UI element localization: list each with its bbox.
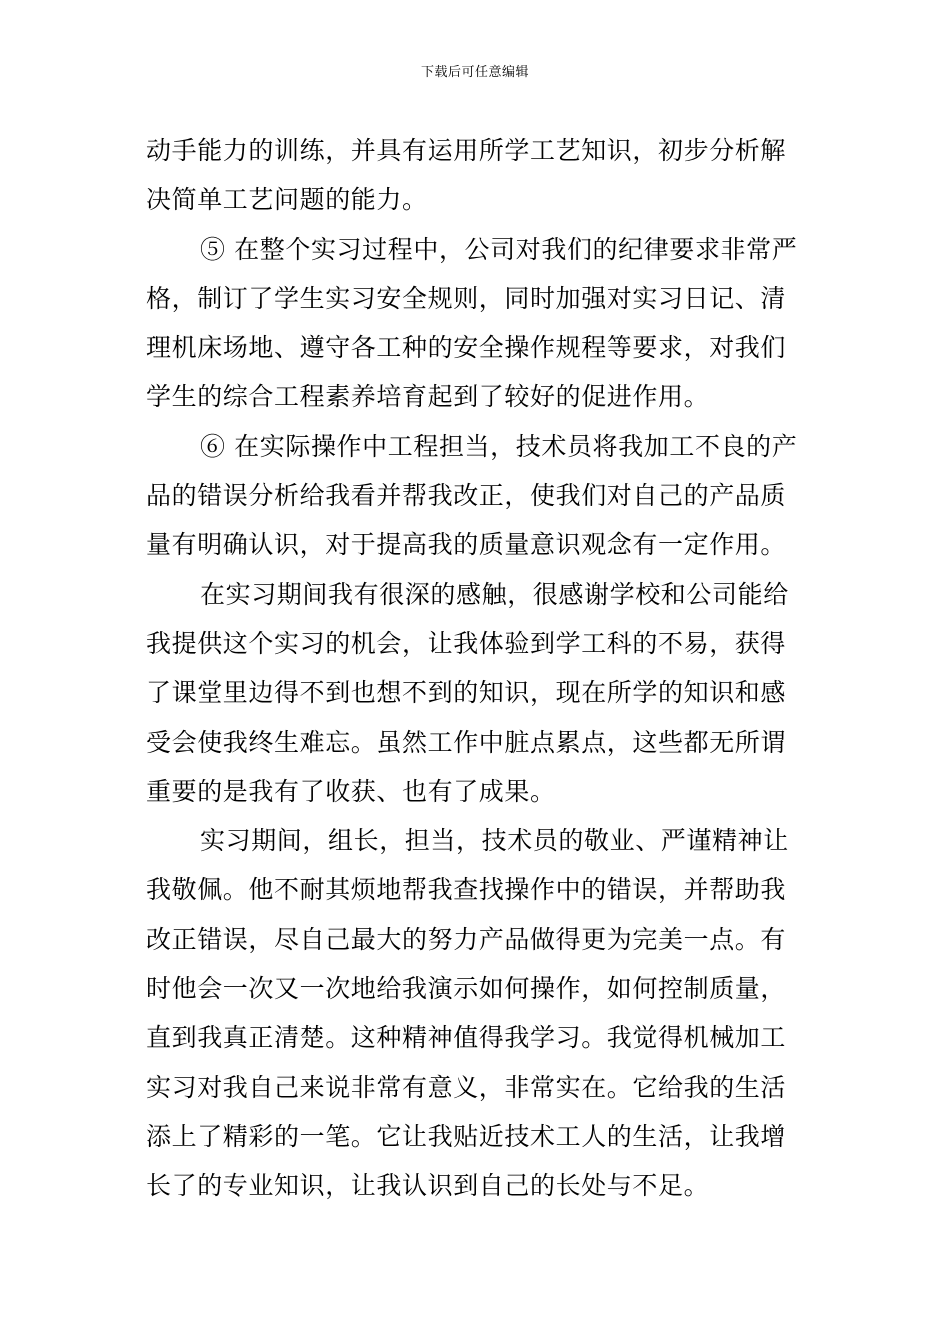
text-line: 我提供这个实习的机会，让我体验到学工科的不易，获得 [146,628,787,658]
text-line: 重要的是我有了收获、也有了成果。 [146,776,556,806]
text-line: 学生的综合工程素养培育起到了较好的促进作用。 [146,382,710,412]
text-line: 动手能力的训练，并具有运用所学工艺知识，初步分析解 [146,136,787,165]
text-line: 实习对我自己来说非常有意义，非常实在。它给我的生活 [146,1072,787,1102]
text-line: 了课堂里边得不到也想不到的知识，现在所学的知识和感 [146,678,787,708]
document-body [146,126,808,1211]
text-line: 格，制订了学生实习安全规则，同时加强对实习日记、清 [146,283,787,313]
text-line: 品的错误分析给我看并帮我改正，使我们对自己的产品质 [146,481,787,511]
text-line: 在实习期间我有很深的感触，很感谢学校和公司能给 [200,579,789,609]
text-line: 长了的专业知识，让我认识到自己的长处与不足。 [146,1171,710,1201]
text-line: ⑤ 在整个实习过程中，公司对我们的纪律要求非常严 [200,234,798,264]
text-line: 理机床场地、遵守各工种的安全操作规程等要求，对我们 [146,333,787,363]
text-line: 受会使我终生难忘。虽然工作中脏点累点，这些都无所谓 [146,727,787,757]
text-line: 决简单工艺问题的能力。 [146,185,428,215]
text-line: 直到我真正清楚。这种精神值得我学习。我觉得机械加工 [146,1023,787,1053]
text-line: 实习期间，组长，担当，技术员的敬业、严谨精神让 [200,826,789,856]
text-line: 改正错误，尽自己最大的努力产品做得更为完美一点。有 [146,924,787,954]
page-header-note: 下载后可任意编辑 [420,65,529,80]
text-line: 添上了精彩的一笔。它让我贴近技术工人的生活，让我增 [146,1121,787,1151]
text-line: 时他会一次又一次地给我演示如何操作，如何控制质量， [146,974,787,1004]
text-line: 我敬佩。他不耐其烦地帮我查找操作中的错误，并帮助我 [146,875,787,905]
text-line: 量有明确认识，对于提高我的质量意识观念有一定作用。 [146,530,787,560]
text-line: ⑥ 在实际操作中工程担当，技术员将我加工不良的产 [200,431,798,461]
